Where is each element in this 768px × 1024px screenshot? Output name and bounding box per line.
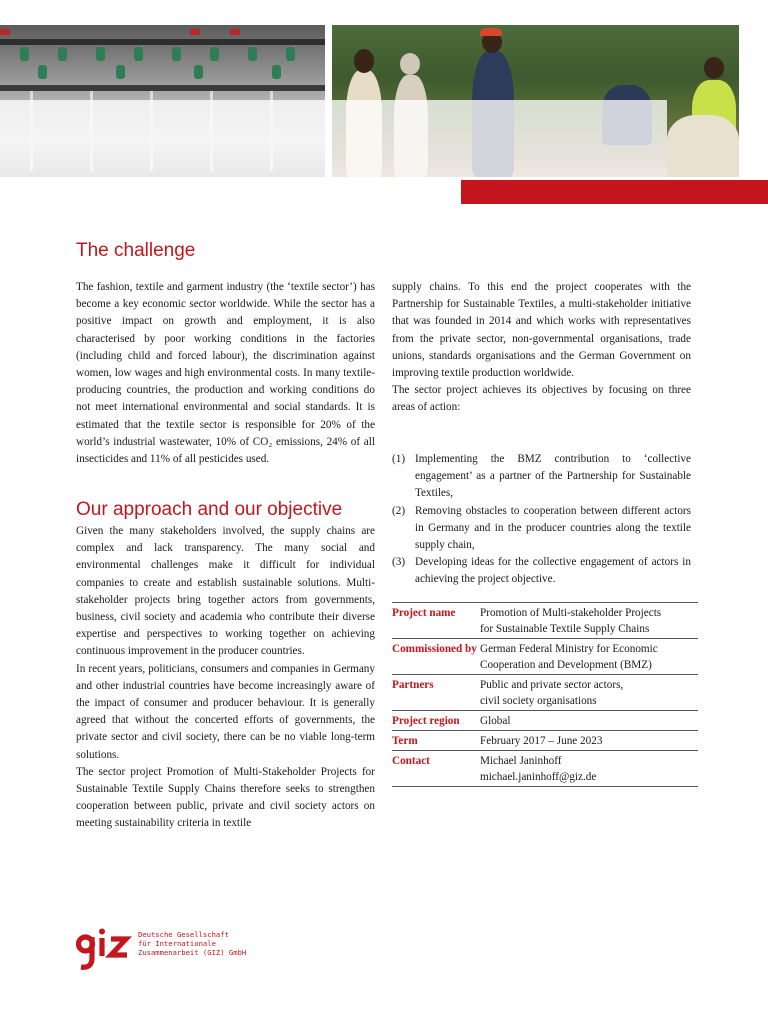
worker-head (354, 49, 374, 73)
spool (286, 47, 295, 61)
fact-value (480, 731, 698, 751)
fact-label: Project name (392, 603, 480, 639)
spool (116, 65, 125, 79)
spool (134, 47, 143, 61)
cotton-pile (667, 115, 739, 177)
red-part (190, 29, 200, 35)
table-row (392, 639, 698, 675)
challenge-text (76, 279, 375, 468)
worker-head (704, 57, 724, 79)
cotton-field-photo (332, 25, 739, 177)
challenge-paragraph: The fashion, textile and garment industry (the ‘textile sector’) has become a key economic sector worldwide. While the sector has a positive impact on growth and employment, it is also characterised by poor working conditions in the factories (including child and forced labour), the discrimination against women, low wages and high environmental costs. In many textile-producing countries, the production and working conditions do not meet international environmental and social standards. It is estimated that the textile sector is responsible for 20% of the world’s industrial wastewater, 10% of CO₂ emissions, 24% of all insecticides and 11% of all pesticides used. (76, 281, 375, 466)
challenge-heading: The challenge (76, 240, 196, 261)
list-item (392, 503, 691, 555)
fact-value (480, 603, 698, 639)
fact-line: Promotion of Multi-stakeholder Projects (480, 607, 662, 619)
spool (96, 47, 105, 61)
textile-machine-photo (0, 25, 325, 177)
machine-rail (0, 39, 325, 45)
approach-paragraph-2: In recent years, politicians, consumers and companies in Germany and other industrial countries have become increasingly aware of the impact of consumer and producer behaviour. It is generally agreed that without the concerted efforts of governments, the private sector and civil society, there can be no viable long-term solutions. (76, 662, 375, 761)
list-text: Developing ideas for the collective engagement of actors in achieving the project objective. (415, 556, 691, 586)
spool (172, 47, 181, 61)
fact-value (480, 711, 698, 731)
table-row (392, 751, 698, 787)
approach-heading: Our approach and our objective (76, 499, 343, 520)
fact-label: Contact (392, 751, 480, 787)
spool (20, 47, 29, 61)
action-areas-list (392, 451, 691, 589)
project-facts-table (392, 602, 698, 787)
red-cap (480, 28, 502, 36)
approach-text-right (392, 279, 691, 417)
fact-label: Commissioned by (392, 639, 480, 675)
spool (248, 47, 257, 61)
table-row (392, 711, 698, 731)
table-row (392, 731, 698, 751)
fact-line: Cooperation and Development (BMZ) (480, 659, 652, 671)
list-number: (3) (392, 556, 406, 569)
accent-bar (461, 180, 768, 204)
photo-fade-overlay (0, 100, 325, 177)
spool (210, 47, 219, 61)
list-item (392, 451, 691, 503)
org-line: für Internationale (138, 939, 216, 948)
fact-line: February 2017 – June 2023 (480, 735, 603, 747)
list-number: (2) (392, 504, 406, 517)
machine-rail (0, 85, 325, 91)
fact-value (480, 751, 698, 787)
fact-line: michael.janinhoff@giz.de (480, 771, 597, 783)
fact-line: Michael Janinhoff (480, 755, 562, 767)
table-row (392, 603, 698, 639)
approach-text-left (76, 523, 375, 833)
fact-line: Global (480, 715, 511, 727)
fact-value (480, 639, 698, 675)
fact-line: Public and private sector actors, (480, 679, 624, 691)
list-text: Implementing the BMZ contribution to ‘collective engagement’ as a partner of the Partnership for Sustainable Textiles, (415, 453, 691, 500)
fact-label: Partners (392, 675, 480, 711)
fact-line: civil society organisations (480, 695, 597, 707)
list-item (392, 554, 691, 588)
org-line: Deutsche Gesellschaft (138, 930, 229, 939)
table-row (392, 675, 698, 711)
red-part (230, 29, 240, 35)
approach-paragraph-3-continued: supply chains. To this end the project cooperates with the Partnership for Sustainable Textiles, a multi-stakeholder initiative that was founded in 2014 and which works with representatives from the private sector, non-governmental organisations, trade unions, standards organisations and the German Government on improving textile production worldwide. (392, 281, 691, 380)
giz-organisation-name (138, 930, 246, 957)
fact-line: German Federal Ministry for Economic (480, 643, 658, 655)
giz-logo (76, 928, 132, 970)
approach-paragraph-1: Given the many stakeholders involved, the supply chains are complex and lack transparency. The many social and environmental challenges make it difficult for individual companies to create and establish sustainable solutions. Multi-stakeholder projects bring together actors from governments, business, civil society and academia who contribute their diverse expertise and perspectives to working together on achieving continuous improvement in the producer countries. (76, 525, 375, 658)
approach-paragraph-4: The sector project achieves its objectives by focusing on three areas of action: (392, 384, 691, 414)
spool (194, 65, 203, 79)
fact-line: for Sustainable Textile Supply Chains (480, 623, 650, 635)
spool (38, 65, 47, 79)
fact-label: Project region (392, 711, 480, 731)
list-text: Removing obstacles to cooperation between different actors in Germany and in the producer countries along the textile supply chain, (415, 504, 691, 552)
list-number: (1) (392, 453, 406, 465)
spool (58, 47, 67, 61)
worker-head (400, 53, 420, 75)
photo-fade-overlay (332, 100, 667, 177)
approach-paragraph-3: The sector project Promotion of Multi-Stakeholder Projects for Sustainable Textile Supply Chains therefore seeks to strengthen cooperation between public, private and civil society actors on meeting sustainability criteria in textile (76, 765, 375, 830)
fact-label: Term (392, 731, 480, 751)
org-line: Zusammenarbeit (GIZ) GmbH (138, 948, 247, 957)
red-part (0, 29, 10, 35)
spool (272, 65, 281, 79)
fact-value (480, 675, 698, 711)
